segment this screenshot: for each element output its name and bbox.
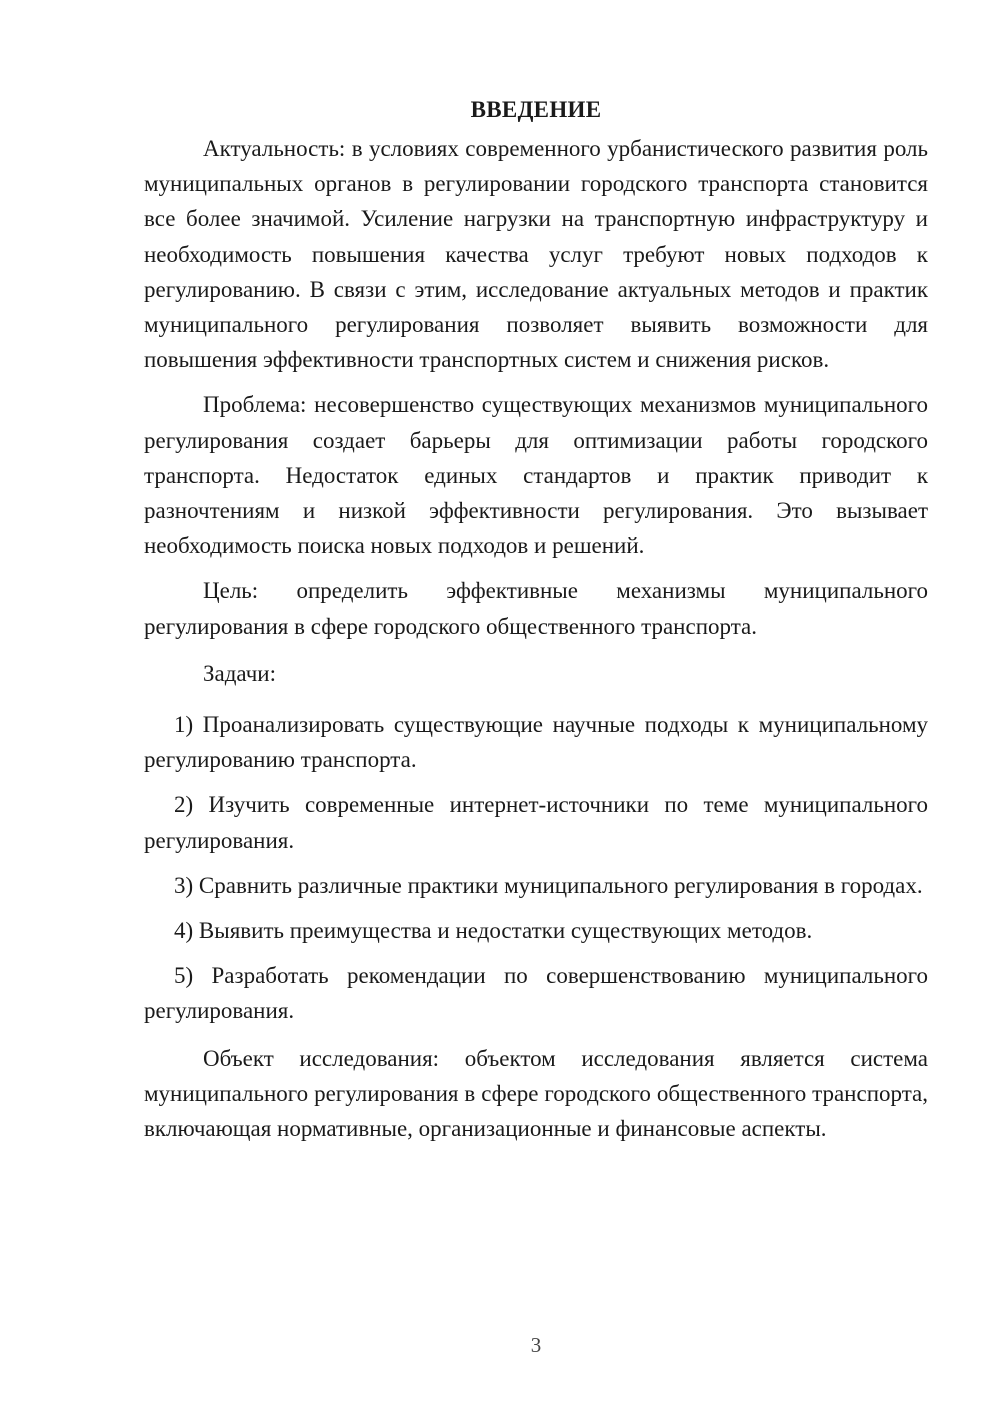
page-number: 3 [530, 1333, 542, 1357]
goal-paragraph: Цель: определить эффективные механизмы муниципального регулирования в сфере городского общественного транспорта. [144, 578, 928, 639]
section-title: ВВЕДЕНИЕ [470, 97, 602, 122]
document-page [144, 92, 928, 1156]
problem-paragraph: Проблема: несовершенство существующих механизмов муниципального регулирования создает барьеры для оптимизации работы городского транспорта. Недостаток единых стандартов и практик приводит к разночтениям и низкой эффективности регулирования. Это вызывает необходимость поиска новых подходов и решений. [144, 392, 928, 559]
task-item-2: 2) Изучить современные интернет-источники по теме муниципального регулирования. [144, 792, 928, 853]
task-item-5: 5) Разработать рекомендации по совершенствованию муниципального регулирования. [144, 963, 928, 1024]
relevance-paragraph: Актуальность: в условиях современного урбанистического развития роль муниципальных органов в регулировании городского транспорта становится все более значимой. Усиление нагрузки на транспортную инфраструктуру и необходимость повышения качества услуг требуют новых подходов к регулированию. В связи с этим, исследование актуальных методов и практик муниципального регулирования позволяет выявить возможности для повышения эффективности транспортных систем и снижения рисков. [144, 136, 928, 373]
task-item-4: 4) Выявить преимущества и недостатки существующих методов. [174, 918, 813, 944]
tasks-heading: Задачи: [203, 660, 276, 686]
object-paragraph: Объект исследования: объектом исследования является система муниципального регулирования в сфере городского общественного транспорта, включающая нормативные, организационные и финансовые аспекты. [144, 1045, 928, 1142]
task-item-1: 1) Проанализировать существующие научные подходы к муниципальному регулированию транспорта. [144, 712, 928, 773]
task-item-3: 3) Сравнить различные практики муниципального регулирования в городах. [174, 872, 923, 898]
